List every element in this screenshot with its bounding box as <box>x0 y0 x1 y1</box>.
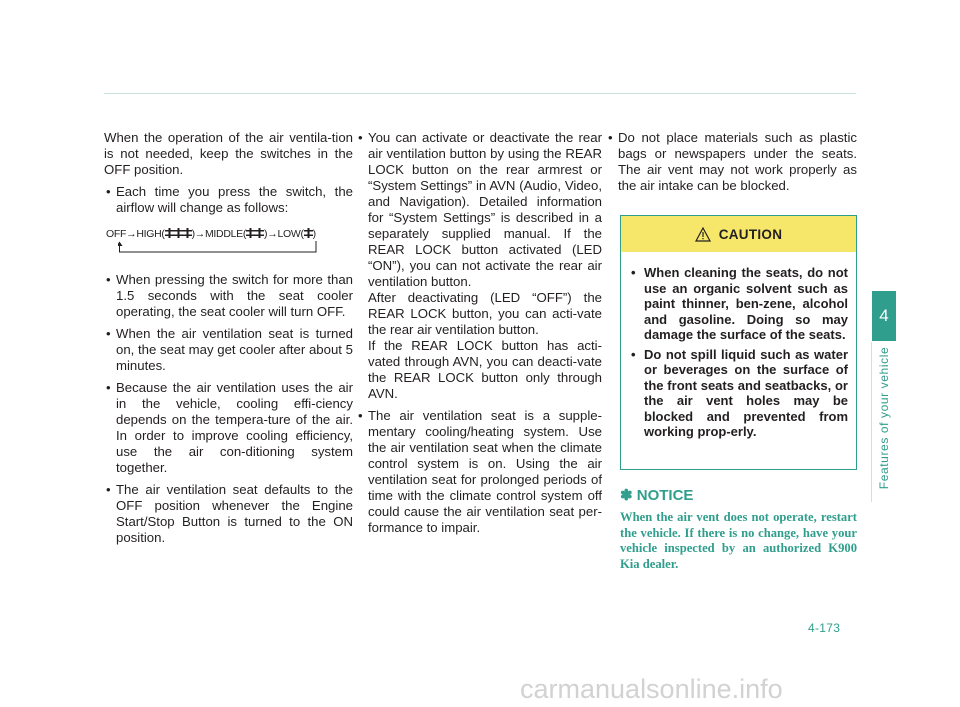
notice-body: When the air vent does not operate, restart the vehicle. If there is no change, have your vehicle inspected by an authorized K900 Kia dealer. <box>620 510 857 571</box>
list-item <box>104 482 353 546</box>
list-item-text: When the air ventilation seat is turned on, the seat may get cooler after about 5 minutes. <box>116 326 353 373</box>
list-item <box>356 408 602 536</box>
list-item <box>629 347 848 440</box>
column-middle <box>356 130 602 536</box>
caution-list <box>629 265 848 440</box>
column-right <box>606 130 857 194</box>
page-number: 4-173 <box>808 621 841 635</box>
arrow-icon: → <box>194 228 205 240</box>
mode-off: OFF <box>106 228 127 240</box>
list-item <box>104 326 353 374</box>
fan-icon <box>183 228 192 238</box>
bullet-list-left <box>104 184 353 216</box>
sidebar-divider <box>871 342 872 502</box>
watermark: carmanualsonline.info <box>520 674 783 704</box>
caution-header <box>621 216 856 252</box>
intro-paragraph: When the operation of the air ventila-tion is not needed, keep the switches in the OFF position. <box>104 130 353 177</box>
fan-mode-diagram <box>104 226 353 266</box>
list-item <box>104 380 353 476</box>
close-paren: ) <box>264 228 268 240</box>
list-item-text: The air ventilation seat is a supple-mentary cooling/heating system. Use the air ventilation seat when the climate control system is on. Using the air ventilation seat for prolonged periods of time with the climate control system off could cause the air ventilation seat per-formance to impair. <box>368 408 602 535</box>
sub-paragraph: After deactivating (LED “OFF”) the REAR LOCK button, you can acti-vate the rear air ventilation button. <box>368 290 602 337</box>
list-item-text: When cleaning the seats, do not use an organic solvent such as paint thinner, ben-zene, alcohol and gasoline. Doing so may damage the surface of the seats. <box>644 265 848 342</box>
fan-icon <box>174 228 183 238</box>
fan-icon <box>255 228 264 238</box>
arrow-icon: → <box>126 228 137 240</box>
list-item-text: Do not spill liquid such as water or beverages on the surface of the front seats and seatbacks, or the air vent holes may be blocked and prevented from working prop-erly. <box>644 346 848 439</box>
column-left <box>104 130 353 546</box>
list-item-text: The air ventilation seat defaults to the OFF position whenever the Engine Start/Stop Button is turned to the ON position. <box>116 482 353 545</box>
list-item <box>606 130 857 194</box>
mode-high: HIGH( <box>136 228 165 240</box>
bullet-list-middle <box>356 130 602 536</box>
mode-low: LOW( <box>277 228 304 240</box>
sub-paragraph: If the REAR LOCK button has acti-vated through AVN, you can deacti-vate the REAR LOCK button only through AVN. <box>368 338 602 401</box>
list-item <box>104 184 353 216</box>
list-item <box>629 265 848 343</box>
warning-icon <box>695 227 711 242</box>
mode-middle: MIDDLE( <box>204 228 247 240</box>
list-item <box>356 130 602 402</box>
loop-arrow-icon <box>118 241 317 253</box>
bullet-list-right <box>606 130 857 194</box>
list-item-text: When pressing the switch for more than 1.5 seconds with the seat cooler operating, the seat cooler will turn OFF. <box>116 272 353 319</box>
mode-sequence <box>106 226 316 242</box>
fan-icon <box>165 228 174 238</box>
caution-body <box>621 252 856 440</box>
bullet-list-left-2 <box>104 272 353 546</box>
close-paren: ) <box>191 228 195 240</box>
top-divider <box>104 93 856 94</box>
arrow-icon: → <box>267 228 278 240</box>
fan-icon <box>246 228 255 238</box>
list-item-text: You can activate or deactivate the rear air ventilation button by using the REAR LOCK button on the rear armrest or “System Settings” in AVN (Audio, Video, and Navigation). Detailed information for “System Settings” is described in a separately supplied manual. If the REAR LOCK button activated (LED “ON”), you can not activate the rear air ventilation button. <box>368 130 602 289</box>
list-item-text: Because the air ventilation uses the air in the vehicle, cooling effi-ciency depends on the tempera-ture of the air. In order to improve cooling efficiency, use the air con-ditioning system together. <box>116 380 353 475</box>
fan-icon <box>304 228 313 238</box>
notice-title: ✽ NOTICE <box>620 487 694 504</box>
chapter-title: Features of your vehicle <box>877 346 891 490</box>
close-paren: ) <box>312 228 316 240</box>
chapter-tab: 4 <box>872 291 896 341</box>
caution-title: CAUTION <box>718 226 783 242</box>
list-item-text: Each time you press the switch, the airflow will change as follows: <box>116 184 353 215</box>
list-item-text: Do not place materials such as plastic bags or newspapers under the seats. The air vent may not work properly as the air intake can be blocked. <box>618 130 857 193</box>
list-item <box>104 272 353 320</box>
caution-box <box>620 215 857 470</box>
